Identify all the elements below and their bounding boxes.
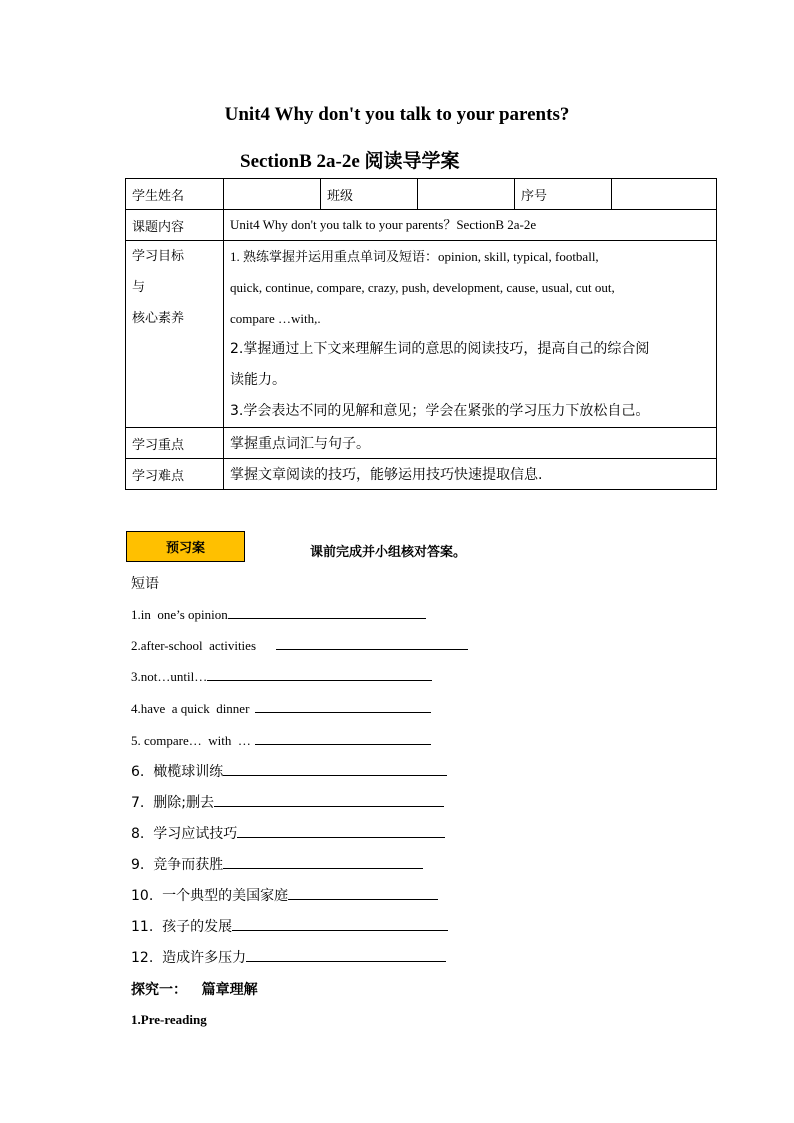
phrase-text: 1.in one’s opinion xyxy=(131,607,228,622)
explore-heading: 探究一： 篇章理解 xyxy=(131,982,258,998)
answer-blank[interactable] xyxy=(207,668,432,681)
answer-blank[interactable] xyxy=(214,794,444,807)
phrase-text: 5. compare… with … xyxy=(131,733,251,748)
document-title: Unit4 Why don't you talk to your parents? xyxy=(224,104,570,125)
phrase-item xyxy=(131,947,446,967)
phrase-text: 3.not…until… xyxy=(131,669,208,684)
objectives-label-line: 核心素养 xyxy=(132,311,185,326)
phrases-section-label: 短语 xyxy=(131,576,159,592)
phrase-text: 2.after-school activities xyxy=(131,638,256,653)
info-row-difficulties xyxy=(126,459,717,490)
class-cell[interactable] xyxy=(418,179,515,210)
phrase-item xyxy=(131,916,448,936)
seat-number-label: 序号 xyxy=(515,179,612,210)
phrase-text: 10. 一个典型的美国家庭 xyxy=(131,888,289,904)
info-row-topic xyxy=(126,210,717,241)
phrase-item xyxy=(131,606,426,623)
phrase-item xyxy=(131,885,438,905)
phrase-text: 11. 孩子的发展 xyxy=(131,919,233,935)
topic-label: 课题内容 xyxy=(126,210,224,241)
info-row-objectives xyxy=(126,241,717,428)
phrase-item xyxy=(131,792,444,812)
answer-blank[interactable] xyxy=(255,700,431,713)
class-label: 班级 xyxy=(321,179,418,210)
phrase-text: 9. 竞争而获胜 xyxy=(131,857,224,873)
answer-blank[interactable] xyxy=(237,825,445,838)
objectives-label xyxy=(126,241,224,428)
objective-line: 2.掌握通过上下文来理解生词的意思的阅读技巧，提高自己的综合阅 xyxy=(230,341,650,357)
key-points-value: 掌握重点词汇与句子。 xyxy=(224,428,717,459)
answer-blank[interactable] xyxy=(255,732,431,745)
student-name-cell[interactable] xyxy=(224,179,321,210)
phrase-item xyxy=(131,732,431,749)
answer-blank[interactable] xyxy=(288,887,438,900)
document-subtitle: SectionB 2a-2e 阅读导学案 xyxy=(240,151,460,172)
topic-value: Unit4 Why don't you talk to your parents？SectionB 2a-2e xyxy=(224,210,717,241)
info-row-student xyxy=(126,179,717,210)
phrase-item xyxy=(131,761,447,781)
answer-blank[interactable] xyxy=(232,918,448,931)
answer-blank[interactable] xyxy=(276,637,468,650)
difficulties-value: 掌握文章阅读的技巧，能够运用技巧快速提取信息. xyxy=(224,459,717,490)
phrase-item xyxy=(131,854,423,874)
info-table xyxy=(125,178,717,490)
answer-blank[interactable] xyxy=(223,763,447,776)
preview-tag: 预习案 xyxy=(126,531,245,562)
info-row-key-points xyxy=(126,428,717,459)
objectives-label-line: 学习目标 xyxy=(132,249,185,264)
objectives-content xyxy=(224,241,717,428)
key-points-label: 学习重点 xyxy=(126,428,224,459)
answer-blank[interactable] xyxy=(228,606,426,619)
phrase-text: 12. 造成许多压力 xyxy=(131,950,247,966)
objective-line: 1. 熟练掌握并运用重点单词及短语：opinion, skill, typical, football, xyxy=(230,249,599,264)
phrase-text: 4.have a quick dinner xyxy=(131,701,250,716)
objective-line: 3.学会表达不同的见解和意见；学会在紧张的学习压力下放松自己。 xyxy=(230,403,650,419)
answer-blank[interactable] xyxy=(246,949,446,962)
phrase-item xyxy=(131,700,431,717)
student-name-label: 学生姓名 xyxy=(126,179,224,210)
seat-number-cell[interactable] xyxy=(612,179,717,210)
answer-blank[interactable] xyxy=(223,856,423,869)
objective-line: quick, continue, compare, crazy, push, development, cause, usual, cut out, xyxy=(230,280,615,295)
prereading-heading: 1.Pre-reading xyxy=(131,1012,207,1027)
phrase-text: 8. 学习应试技巧 xyxy=(131,826,238,842)
phrase-text: 6. 橄榄球训练 xyxy=(131,764,224,780)
phrase-item xyxy=(131,668,432,685)
objective-line: 读能力。 xyxy=(230,372,286,388)
objectives-label-line: 与 xyxy=(132,280,146,295)
preview-note: 课前完成并小组核对答案。 xyxy=(310,545,467,560)
objective-line: compare …with,. xyxy=(230,311,321,326)
difficulties-label: 学习难点 xyxy=(126,459,224,490)
phrase-item xyxy=(131,823,445,843)
phrase-text: 7. 删除;删去 xyxy=(131,795,214,811)
phrase-item xyxy=(131,637,468,654)
